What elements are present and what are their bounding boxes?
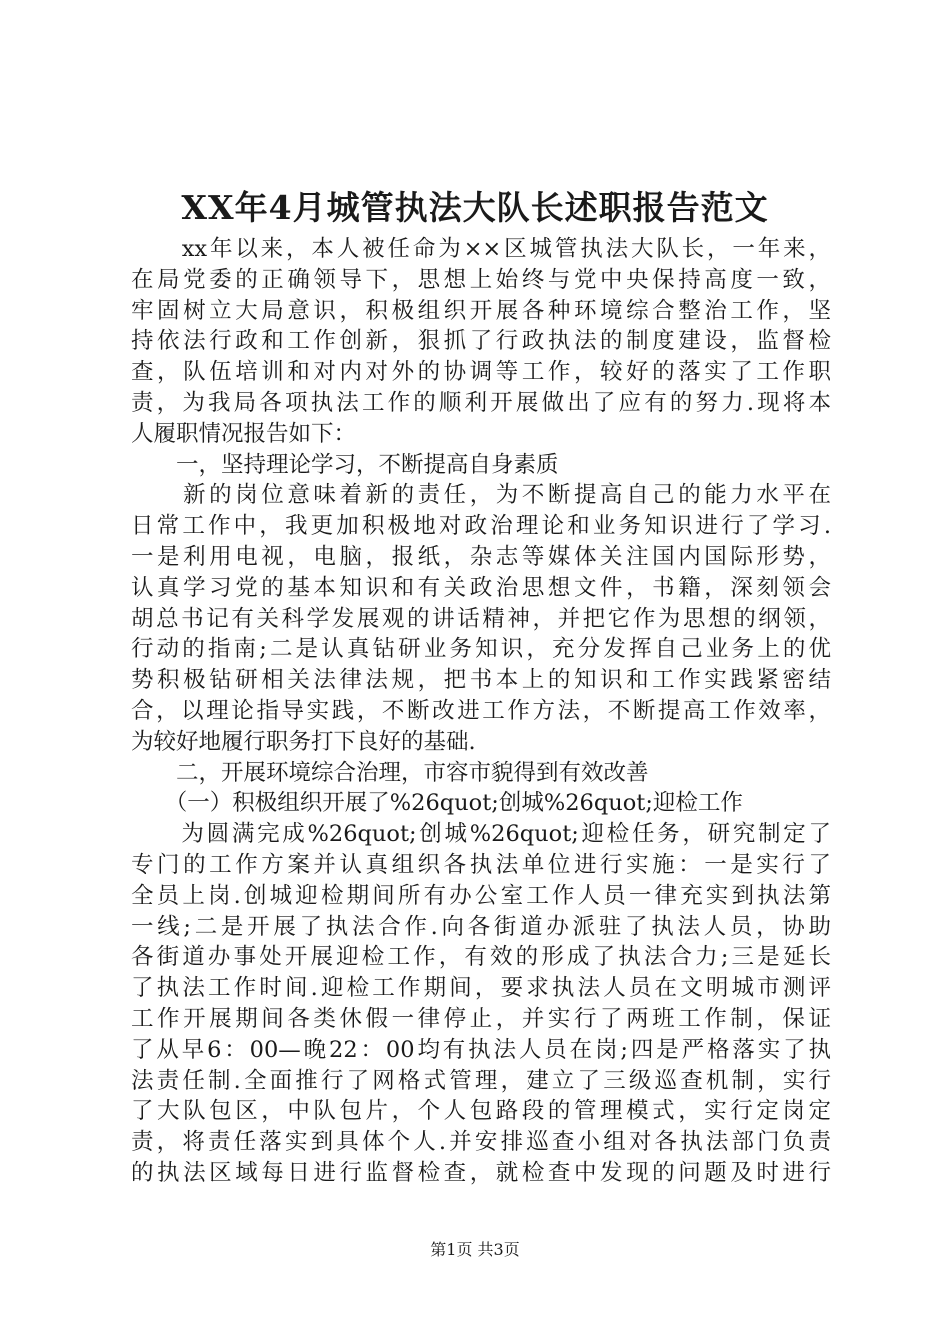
text-line: 势积极钻研相关法律法规，把书本上的知识和工作实践紧密结	[131, 667, 831, 694]
text-line: 新的岗位意味着新的责任，为不断提高自己的能力水平在	[131, 482, 831, 509]
text-line: 一是利用电视，电脑，报纸，杂志等媒体关注国内国际形势，	[131, 543, 831, 570]
text-line: 了大队包区，中队包片，个人包路段的管理模式，实行定岗定	[131, 1098, 831, 1125]
text-line: 专门的工作方案并认真组织各执法单位进行实施：一是实行了	[131, 851, 831, 878]
text-line: 查，队伍培训和对内对外的协调等工作，较好的落实了工作职	[131, 359, 831, 386]
text-line: 各街道办事处开展迎检工作，有效的形成了执法合力;三是延长	[131, 944, 831, 971]
text-line: 为较好地履行职务打下良好的基础.	[131, 728, 476, 755]
text-line: 认真学习党的基本知识和有关政治思想文件，书籍，深刻领会	[131, 574, 831, 601]
document-body	[131, 234, 831, 1189]
text-line: 了从早6：00—晚22：00均有执法人员在岗;四是严格落实了执	[131, 1036, 831, 1063]
text-line: 胡总书记有关科学发展观的讲话精神，并把它作为思想的纲领，	[131, 605, 831, 632]
page-footer: 第1页 共3页	[430, 1240, 520, 1259]
text-line: 工作开展期间各类休假一律停止，并实行了两班工作制，保证	[131, 1005, 831, 1032]
text-line: 人履职情况报告如下：	[131, 420, 357, 447]
text-line: 一，坚持理论学习，不断提高自身素质	[131, 451, 559, 478]
text-line: 合，以理论指导实践，不断改进工作方法，不断提高工作效率，	[131, 697, 831, 724]
text-line: 在局党委的正确领导下，思想上始终与党中央保持高度一致，	[131, 266, 831, 293]
text-line: 日常工作中，我更加积极地对政治理论和业务知识进行了学习.	[131, 513, 831, 540]
text-line: 二，开展环境综合治理，市容市貌得到有效改善	[131, 759, 649, 786]
text-line: 责，为我局各项执法工作的顺利开展做出了应有的努力.现将本	[131, 389, 831, 416]
text-line: 的执法区域每日进行监督检查，就检查中发现的问题及时进行	[131, 1159, 831, 1186]
text-line: xx年以来，本人被任命为××区城管执法大队长，一年来，	[131, 236, 831, 262]
text-line: （一）积极组织开展了%26quot;创城%26quot;迎检工作	[131, 790, 743, 817]
text-line: 持依法行政和工作创新，狠抓了行政执法的制度建设，监督检	[131, 328, 831, 355]
text-line: 为圆满完成%26quot;创城%26quot;迎检任务，研究制定了	[131, 821, 831, 848]
text-line: 责，将责任落实到具体个人.并安排巡查小组对各执法部门负责	[131, 1129, 831, 1156]
text-line: 法责任制.全面推行了网格式管理，建立了三级巡查机制，实行	[131, 1067, 831, 1094]
text-line: 行动的指南;二是认真钻研业务知识，充分发挥自己业务上的优	[131, 636, 831, 663]
text-line: 一线;二是开展了执法合作.向各街道办派驻了执法人员，协助	[131, 913, 831, 940]
document-title: XX年4月城管执法大队长述职报告范文	[181, 188, 769, 227]
text-line: 了执法工作时间.迎检工作期间，要求执法人员在文明城市测评	[131, 975, 831, 1002]
text-line: 牢固树立大局意识，积极组织开展各种环境综合整治工作，坚	[131, 297, 831, 324]
text-line: 全员上岗.创城迎检期间所有办公室工作人员一律充实到执法第	[131, 882, 831, 909]
